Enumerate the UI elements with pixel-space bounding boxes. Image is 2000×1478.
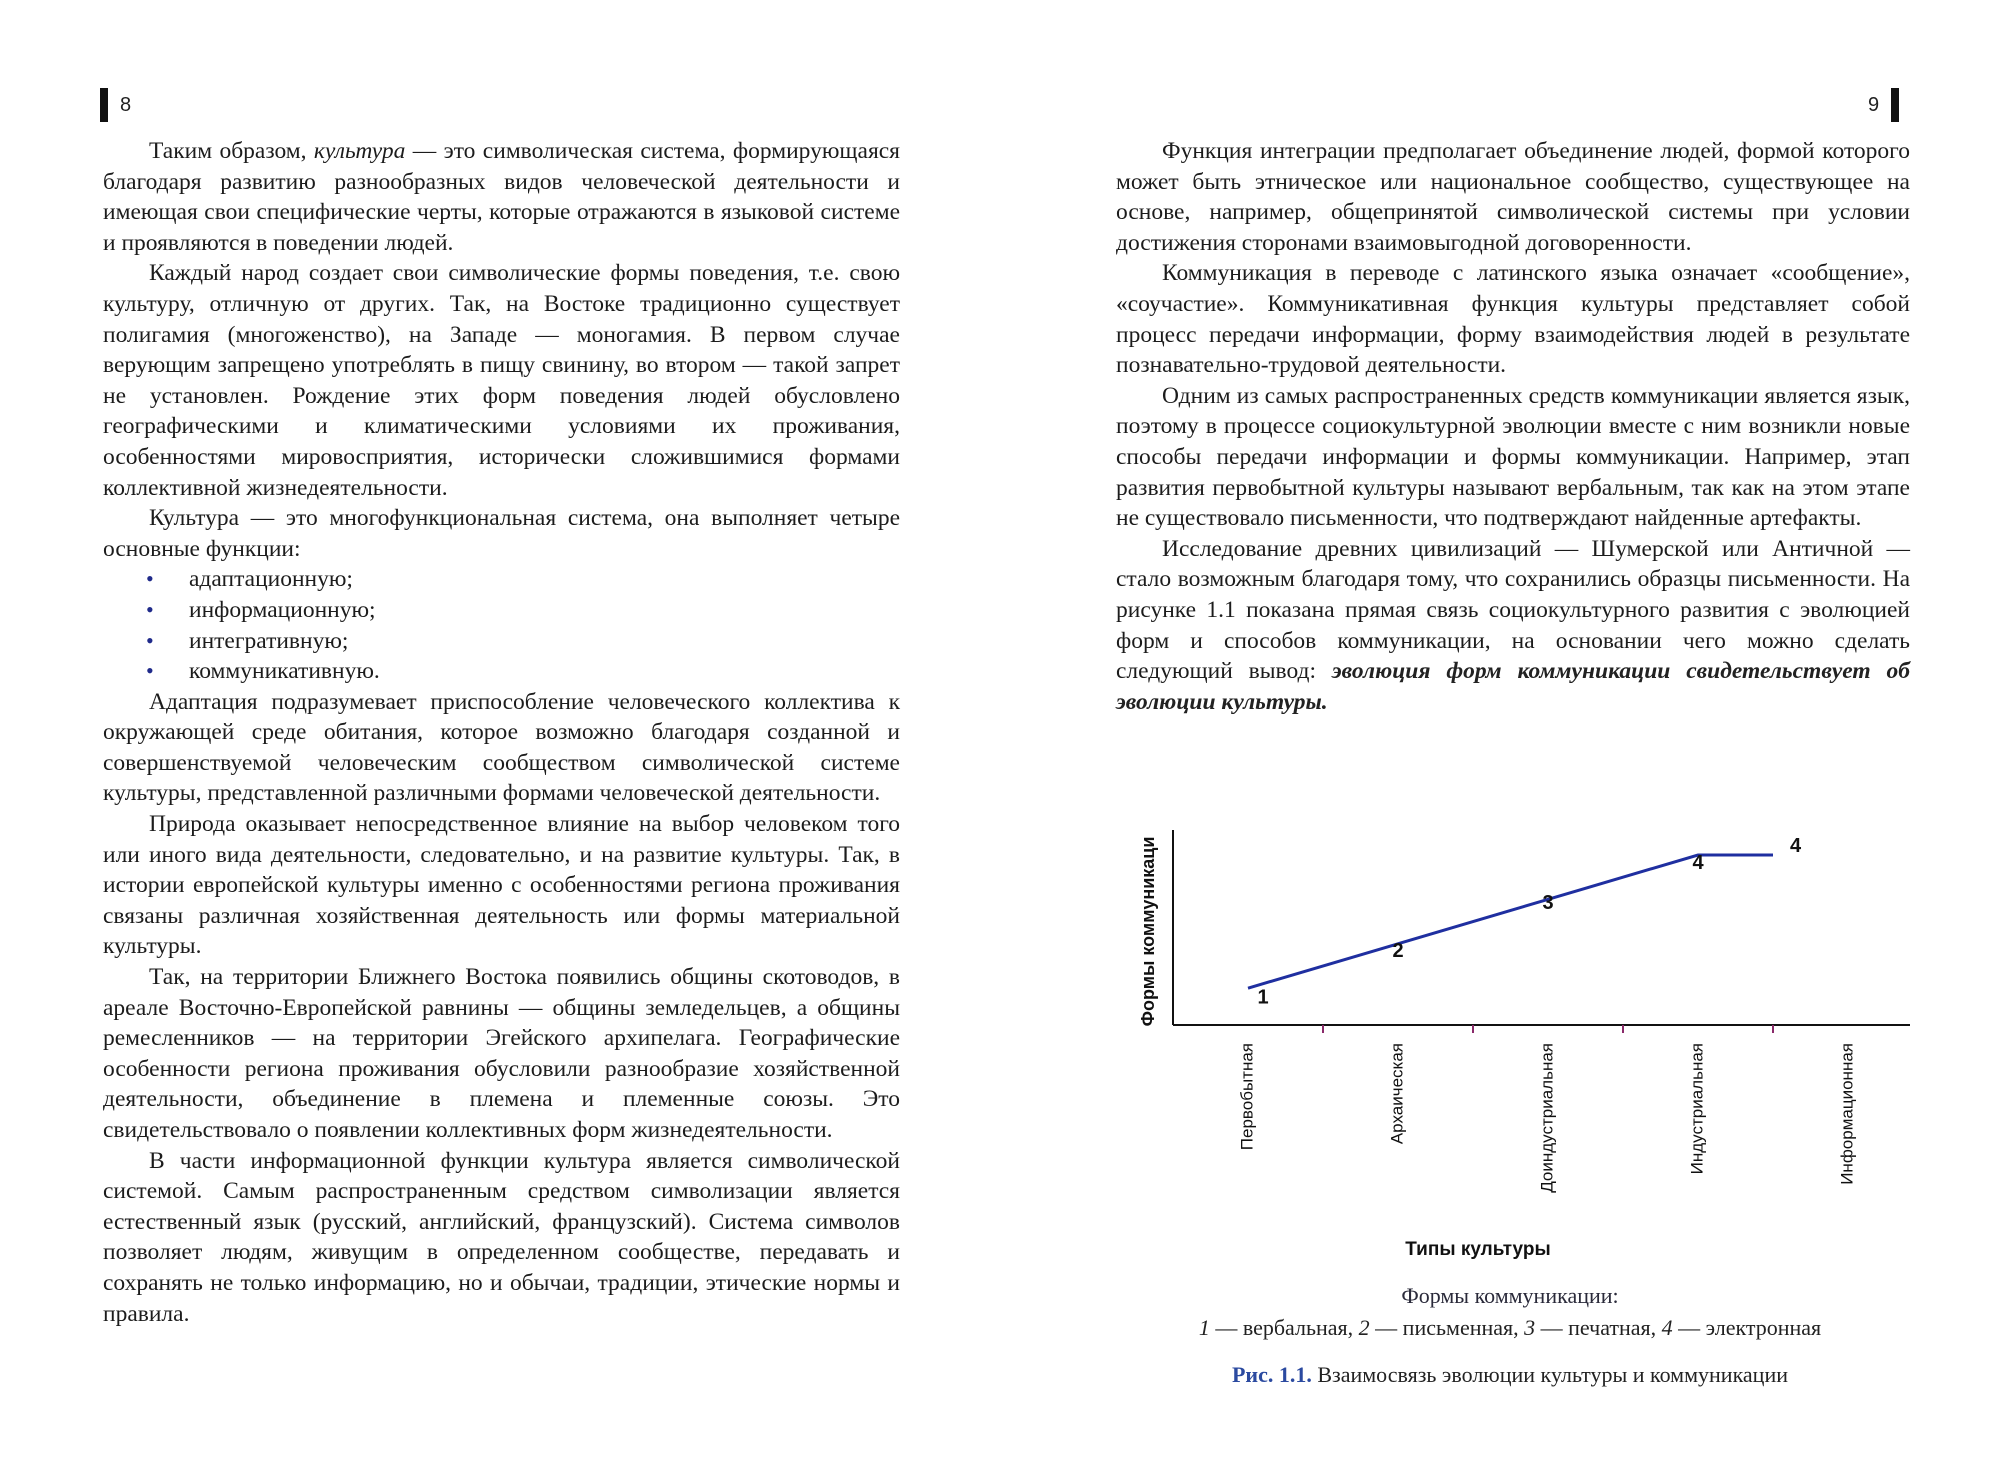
paragraph: В части информационной функции культура является символической системой. Самым распространенным средством символизации является естественный язык (русский, английский, французский). Система символов позволяет людям, живущим в определенном сообществе, передавать и сохранять не только информацию, но и обычаи, традиции, этические нормы и правила. [103, 1147, 900, 1327]
category-label: Первобытная [1237, 1043, 1257, 1151]
legend-num: 2 [1358, 1315, 1370, 1340]
page-marker-bar [1891, 88, 1899, 122]
figure-legend [1110, 1280, 1910, 1344]
point-label: 4 [1692, 852, 1704, 875]
category-label: Доиндустриальная [1537, 1043, 1557, 1193]
paragraph [103, 136, 900, 258]
functions-list [103, 564, 900, 686]
category-label: Архаическая [1387, 1043, 1407, 1145]
term-culture: культура [313, 138, 406, 164]
paragraph: Каждый народ создает свои символические формы поведения, т.е. свою культуру, отличную от других. Так, на Востоке традиционно существует полигамия (многоженство), на Западе — моногамия. В первом случае верующим запрещено употреблять в пищу свинину, во втором — такой запрет не установлен. Рождение этих форм поведения людей обусловлено географическими и климатическими условиями их проживания, особенностями мировосприятия, исторически сложившимися формами коллективной жизнедеятельности. [103, 260, 900, 501]
point-label: 1 [1257, 986, 1269, 1009]
paragraph: Функция интеграции предполагает объединение людей, формой которого может быть этническое или национальное сообщество, существующее на основе, например, общепринятой символической системы при условии достижения сторонами взаимовыгодной договоренности. [1116, 138, 1910, 256]
right-page-number [1868, 88, 1899, 122]
legend-label: — вербальная, [1209, 1315, 1359, 1340]
text: — это символическая система, формирующаяся благодаря развитию разнообразных видов человеческой деятельности и имеющая свои специфические черты, которые отражаются в языковой системе и проявляются в поведении людей. [103, 138, 900, 256]
point-label: 3 [1542, 891, 1554, 914]
text: Исследование древних цивилизаций — Шумерской или Античной — стало возможным благодаря тому, что сохранились образцы письменности. На рисунке 1.1 показана прямая связь социокультурного развития с эволюцией форм и способов коммуникации, на основании чего можно сделать следующий вывод: [1116, 535, 1910, 685]
category-label: Индустриальная [1687, 1043, 1707, 1175]
list-item [103, 656, 900, 687]
list-item-text: интегративную; [189, 627, 349, 654]
paragraph: Природа оказывает непосредственное влияние на выбор человеком того или иного вида деятельности, следовательно, и на развитие культуры. Так, в истории европейской культуры именно с особенностями региона проживания связаны различная хозяйственная деятельность или формы материальной культуры. [103, 811, 900, 960]
y-axis-label: Формы коммуникаци [1138, 836, 1158, 1027]
right-column [1116, 136, 1910, 717]
paragraph [1116, 534, 1910, 718]
list-item [103, 595, 900, 626]
point-label: 2 [1392, 940, 1404, 962]
legend-title: Формы коммуникации: [1401, 1283, 1619, 1308]
category-labels [1237, 1043, 1856, 1193]
paragraph: Одним из самых распространенных средств коммуникации является язык, поэтому в процессе социокультурной эволюции вместе с ним возникли новые способы передачи информации и формы коммуникации. Например, этап развития первобытной культуры называют вербальным, так как на этом этапе не существовало письменности, что подтверждают найденные артефакты. [1116, 382, 1910, 532]
legend-label: — письменная, [1369, 1315, 1525, 1340]
list-item-text: коммуникативную. [189, 658, 380, 685]
legend-label: — печатная, [1535, 1315, 1662, 1340]
x-axis-label: Типы культуры [1405, 1239, 1551, 1260]
x-ticks [1323, 1025, 1910, 1033]
page-number-left: 8 [120, 93, 132, 116]
page-marker-bar [100, 88, 108, 122]
text: Таким образом, [149, 138, 314, 164]
legend-num: 4 [1661, 1315, 1673, 1340]
conclusion-text: эволюция форм коммуникации свидетельствует об эволюции культуры. [1116, 658, 1910, 715]
page-number-right: 9 [1868, 93, 1880, 116]
communication-chart [1110, 800, 1910, 1280]
figure-1-1 [1110, 800, 1910, 1280]
paragraph: Так, на территории Ближнего Востока появились общины скотоводов, в ареале Восточно-Европейской равнины — общины земледельцев, а общины ремесленников — на территории Эгейского архипелага. Географические особенности региона проживания обусловили разнообразие хозяйственной деятельности, объединение в племена и племенные союзы. Это свидетельствовало о появлении коллективных форм жизнедеятельности. [103, 964, 900, 1143]
caption-text: Взаимосвязь эволюции культуры и коммуникации [1311, 1362, 1789, 1387]
point-labels [1257, 835, 1802, 1008]
list-item-text: адаптационную; [189, 566, 353, 593]
category-label: Информационная [1837, 1043, 1857, 1185]
paragraph: Культура — это многофункциональная система, она выполняет четыре основные функции: [103, 505, 900, 562]
caption-number: Рис. 1.1. [1231, 1362, 1312, 1387]
left-column [103, 136, 900, 1329]
legend-num: 3 [1524, 1315, 1536, 1340]
list-item [103, 626, 900, 657]
legend-label: — электронная [1672, 1315, 1822, 1340]
paragraph: Адаптация подразумевает приспособление человеческого коллектива к окружающей среде обитания, которое возможно благодаря созданной и совершенствуемой человеческим сообществом символической системе культуры, представленной различными формами человеческой деятельности. [103, 688, 900, 807]
left-page-number [100, 88, 131, 122]
list-item-text: информационную; [189, 596, 376, 623]
paragraph: Коммуникация в переводе с латинского языка означает «сообщение», «соучастие». Коммуникативная функция культуры представляет собой процесс передачи информации, форму взаимодействия людей в результате познавательно-трудовой деятельности. [1116, 260, 1910, 379]
list-item [103, 564, 900, 595]
legend-num: 1 [1198, 1315, 1210, 1340]
legend-items [1110, 1312, 1910, 1344]
point-label: 4 [1789, 835, 1802, 858]
figure-caption [1110, 1362, 1910, 1388]
series-line [1248, 855, 1773, 988]
